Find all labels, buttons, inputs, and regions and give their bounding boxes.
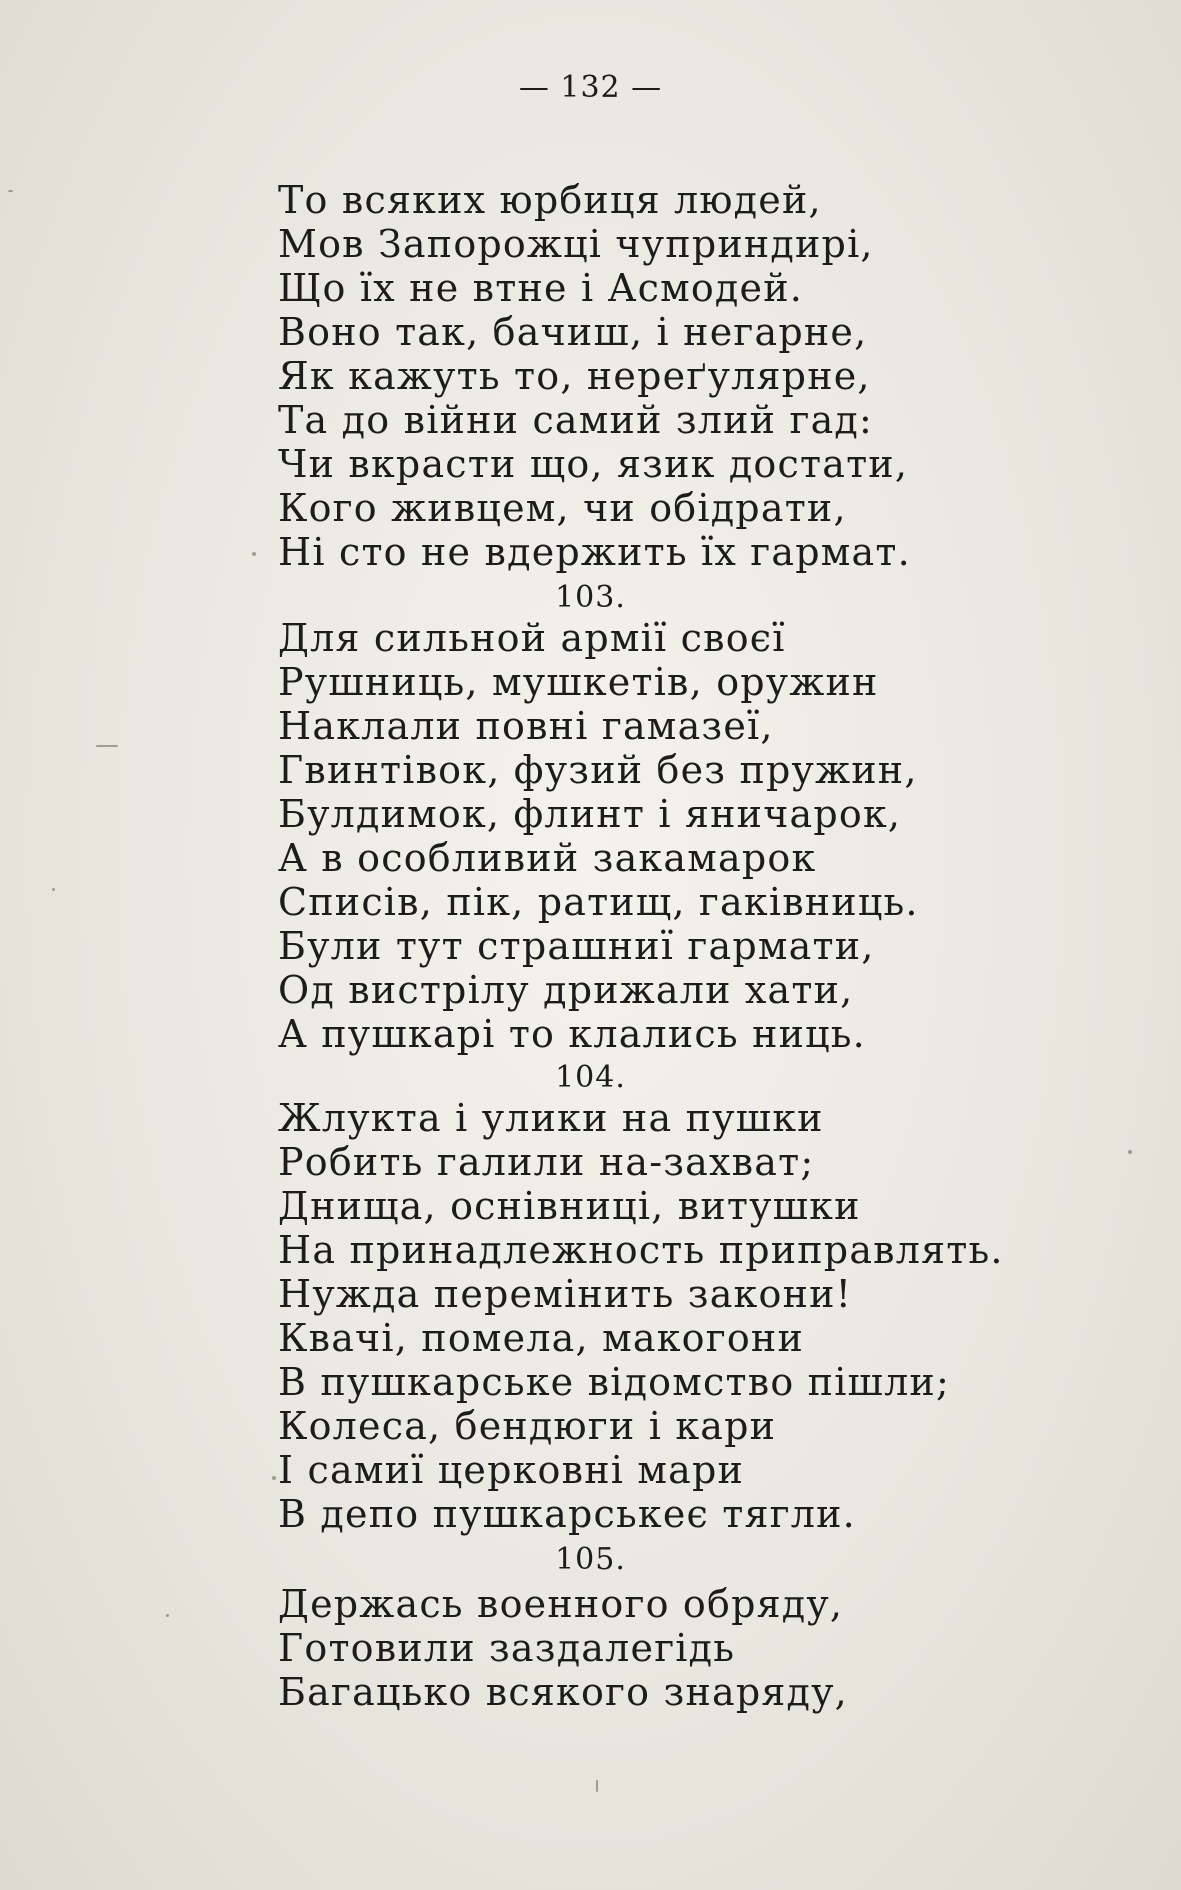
stanza-number: 103. bbox=[555, 580, 626, 615]
paper-speck bbox=[272, 1476, 276, 1480]
verse-line: Готовили заздалегідь bbox=[278, 1626, 736, 1670]
paper-speck bbox=[596, 1780, 598, 1792]
verse-line: Ні сто не вдержить їх гармат. bbox=[278, 530, 911, 574]
verse-line: Що їх не втне і Асмодей. bbox=[278, 266, 804, 310]
paper-speck bbox=[1128, 1150, 1132, 1154]
verse-line: Гвинтівок, фузий без пружин, bbox=[278, 748, 918, 792]
verse-line: Мов Запорожці чуприндирі, bbox=[278, 222, 874, 266]
verse-line: Держась военного обряду, bbox=[278, 1582, 844, 1626]
verse-line: А в особливий закамарок bbox=[278, 836, 817, 880]
verse-line: На принадлежность приправлять. bbox=[278, 1228, 1004, 1272]
verse-line: Булдимок, флинт і яничарок, bbox=[278, 792, 902, 836]
verse-line: Колеса, бендюги і кари bbox=[278, 1404, 777, 1448]
verse-line: Наклали повні гамазеї, bbox=[278, 704, 774, 748]
verse-line: Жлукта і улики на пушки bbox=[278, 1096, 824, 1140]
verse-line: Квачі, помела, макогони bbox=[278, 1316, 804, 1360]
verse-line: Для сильной армії своєї bbox=[278, 616, 786, 660]
verse-line: Нужда перемінить закони! bbox=[278, 1272, 853, 1316]
verse-line: А пушкарі то клались ниць. bbox=[278, 1012, 866, 1056]
verse-line: Кого живцем, чи обідрати, bbox=[278, 486, 847, 530]
verse-line: Списів, пік, ратищ, гаківниць. bbox=[278, 880, 919, 924]
paper-speck bbox=[52, 888, 55, 891]
page-number: — 132 — bbox=[518, 70, 663, 105]
verse-line: Днища, оснівниці, витушки bbox=[278, 1184, 861, 1228]
verse-line: Багацько всякого знаряду, bbox=[278, 1670, 848, 1714]
verse-line: Од вистрілу дрижали хати, bbox=[278, 968, 854, 1012]
verse-line: Воно так, бачиш, і негарне, bbox=[278, 310, 868, 354]
paper-speck bbox=[96, 745, 118, 747]
verse-line: Робить галили на-захват; bbox=[278, 1140, 815, 1184]
verse-line: Рушниць, мушкетів, оружин bbox=[278, 660, 879, 704]
verse-line: Чи вкрасти що, язик достати, bbox=[278, 442, 909, 486]
stanza-number: 105. bbox=[555, 1542, 626, 1577]
verse-line: То всяких юрбиця людей, bbox=[278, 178, 822, 222]
verse-line: Були тут страшниї гармати, bbox=[278, 924, 875, 968]
verse-line: Та до війни самий злий гад: bbox=[278, 398, 874, 442]
verse-line: Як кажуть то, нереґулярне, bbox=[278, 354, 871, 398]
paper-speck bbox=[252, 552, 256, 556]
verse-line: В пушкарське відомство пішли; bbox=[278, 1360, 950, 1404]
paper-speck bbox=[8, 190, 13, 192]
paper-speck bbox=[166, 1614, 169, 1617]
verse-line: В депо пушкарськеє тягли. bbox=[278, 1492, 856, 1536]
verse-line: І самиї церковні мари bbox=[278, 1448, 745, 1492]
stanza-number: 104. bbox=[555, 1060, 626, 1095]
